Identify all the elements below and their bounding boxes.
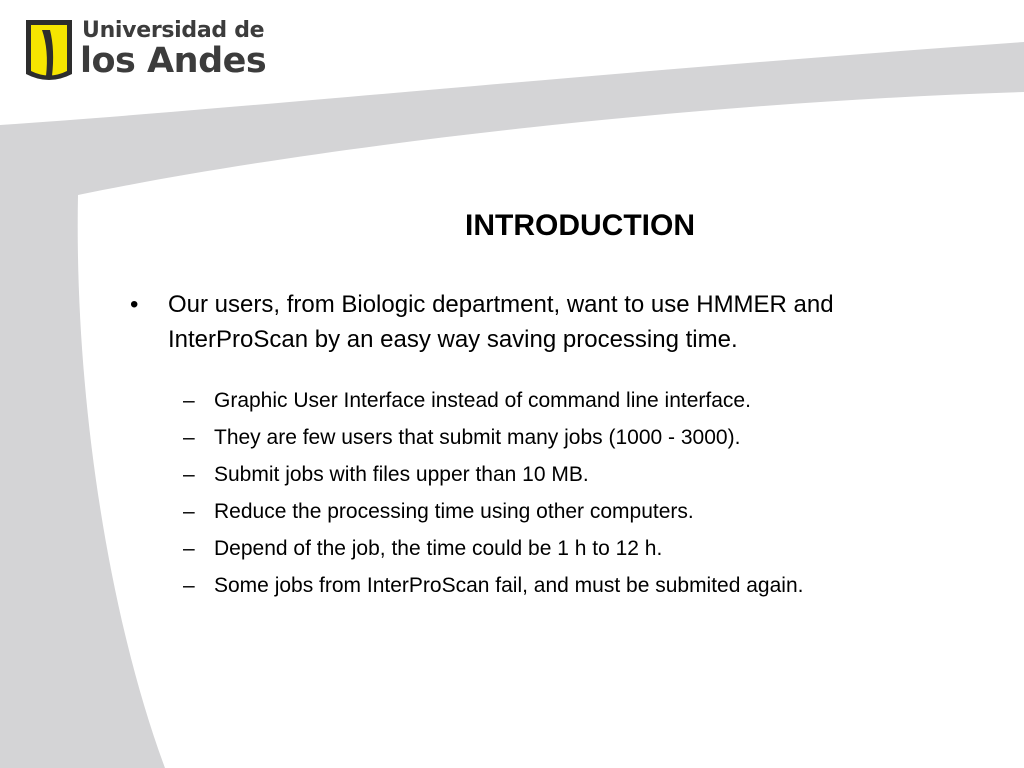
bullet-item	[128, 287, 978, 357]
sub-bullet-text: They are few users that submit many jobs (1000 - 3000).	[214, 426, 741, 449]
sub-bullet-text: Some jobs from InterProScan fail, and must be submited again.	[214, 574, 804, 597]
sub-bullet-text: Reduce the processing time using other computers.	[214, 500, 694, 523]
sub-bullet-item	[128, 567, 978, 604]
sub-bullet-text: Graphic User Interface instead of command line interface.	[214, 389, 751, 412]
sub-bullet-list	[128, 382, 978, 604]
dash-icon: –	[183, 463, 195, 486]
university-logo	[20, 16, 267, 86]
sub-bullet-item	[128, 530, 978, 567]
sub-bullet-item	[128, 493, 978, 530]
logo-text-line1: Universidad de	[82, 18, 265, 43]
dash-icon: –	[183, 389, 195, 412]
sub-bullet-text: Submit jobs with files upper than 10 MB.	[214, 463, 589, 486]
bullet-icon: •	[130, 291, 139, 318]
sub-bullet-text: Depend of the job, the time could be 1 h to 12 h.	[214, 537, 663, 560]
dash-icon: –	[183, 574, 195, 597]
dash-icon: –	[183, 500, 195, 523]
bullet-text: Our users, from Biologic department, want to use HMMER and InterProScan by an easy way saving processing time.	[168, 291, 834, 353]
shield-icon	[20, 16, 78, 86]
logo-text-line2: los Andes	[80, 41, 267, 81]
slide-title: INTRODUCTION	[465, 209, 695, 242]
sub-bullet-item	[128, 456, 978, 493]
slide-content	[128, 287, 978, 620]
sub-bullet-item	[128, 382, 978, 419]
sub-bullet-item	[128, 419, 978, 456]
dash-icon: –	[183, 537, 195, 560]
dash-icon: –	[183, 426, 195, 449]
